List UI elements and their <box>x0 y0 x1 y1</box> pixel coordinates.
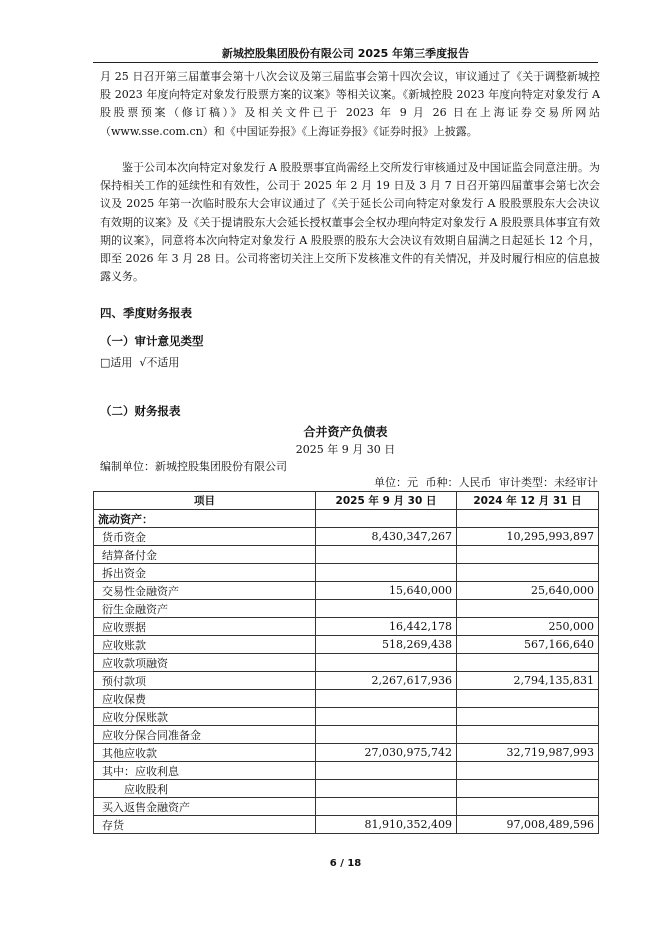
report-header: 新城控股集团股份有限公司 2025 年第三季度报告 <box>221 47 470 60</box>
value-current: 15,640,000 <box>316 582 457 600</box>
table-row <box>94 582 599 600</box>
header-divider <box>93 62 598 63</box>
value-current <box>316 510 457 528</box>
value-prior <box>457 726 599 744</box>
column-header-prior: 2024 年 12 月 31 日 <box>457 492 599 510</box>
value-current <box>316 762 457 780</box>
row-label: 其他应收款 <box>94 744 316 762</box>
value-current <box>316 780 457 798</box>
row-label: 应收股利 <box>94 780 316 798</box>
value-prior <box>457 510 599 528</box>
financial-statements-heading: （二）财务报表 <box>100 404 181 418</box>
unit-line <box>370 474 598 490</box>
value-current: 81,910,352,409 <box>316 816 457 834</box>
value-prior <box>457 546 599 564</box>
value-prior: 25,640,000 <box>457 582 599 600</box>
row-label: 预付款项 <box>94 672 316 690</box>
value-current <box>316 546 457 564</box>
audit-opinion-options <box>100 354 179 370</box>
value-current: 518,269,438 <box>316 636 457 654</box>
table-row <box>94 618 599 636</box>
value-current: 2,267,617,936 <box>316 672 457 690</box>
value-prior <box>457 798 599 816</box>
row-label: 交易性金融资产 <box>94 582 316 600</box>
value-current <box>316 654 457 672</box>
table-row <box>94 672 599 690</box>
row-label: 应收分保合同准备金 <box>94 726 316 744</box>
table-row <box>94 762 599 780</box>
value-prior <box>457 708 599 726</box>
audit-opinion-heading: （一）审计意见类型 <box>100 334 204 348</box>
table-row <box>94 798 599 816</box>
value-prior <box>457 564 599 582</box>
paragraph-2: 鉴于公司本次向特定对象发行 A 股股票事宜尚需经上交所发行审核通过及中国证监会同意注册。为保持相关工作的延续性和有效性，公司于 2025 年 2 月 19 日及 3 月 7 日召开第四届董事会第七次会议及 2025 年第一次临时股东大会审议通过了《关于延长公司向特定对象发行 A 股股票股东大会决议有效期的议案》及《关于提请股东大会延长授权董事会全权办理向特定对象发行 A 股股票具体事宜有效期的议案》，同意将本次向特定对象发行 A 股股票的股东大会决议有效期自届满之日起延长 12 个月，即至 2026 年 3 月 28 日。公司将密切关注上交所下发核准文件的有关情况，并及时履行相应的信息披露义务。 <box>100 161 600 284</box>
table-row <box>94 726 599 744</box>
balance-sheet-table <box>93 491 599 834</box>
table-row <box>94 600 599 618</box>
table-row <box>94 510 599 528</box>
option-applicable: □适用 <box>100 356 133 369</box>
value-prior: 2,794,135,831 <box>457 672 599 690</box>
balance-sheet-date: 2025 年 9 月 30 日 <box>295 443 396 456</box>
table-row <box>94 690 599 708</box>
table-row <box>94 564 599 582</box>
row-label: 其中：应收利息 <box>94 762 316 780</box>
value-current: 16,442,178 <box>316 618 457 636</box>
row-label: 买入返售金融资产 <box>94 798 316 816</box>
unit-label: 单位：元 <box>374 476 418 489</box>
value-prior <box>457 780 599 798</box>
value-current <box>316 690 457 708</box>
section-title-financial-statements: 四、季度财务报表 <box>100 306 192 320</box>
value-prior: 32,719,987,993 <box>457 744 599 762</box>
value-prior: 97,008,489,596 <box>457 816 599 834</box>
value-prior <box>457 762 599 780</box>
audit-type-label: 审计类型：未经审计 <box>499 476 598 489</box>
page-number: 6 / 18 <box>329 858 362 869</box>
table-row <box>94 708 599 726</box>
value-prior <box>457 654 599 672</box>
value-prior <box>457 690 599 708</box>
row-label: 流动资产： <box>94 510 316 528</box>
value-current <box>316 708 457 726</box>
balance-sheet-title: 合并资产负债表 <box>303 425 388 439</box>
row-label: 衍生金融资产 <box>94 600 316 618</box>
row-label: 应收款项融资 <box>94 654 316 672</box>
table-row <box>94 528 599 546</box>
value-current <box>316 600 457 618</box>
value-current: 27,030,975,742 <box>316 744 457 762</box>
value-current <box>316 564 457 582</box>
row-label: 应收账款 <box>94 636 316 654</box>
row-label: 应收票据 <box>94 618 316 636</box>
table-row <box>94 654 599 672</box>
table-row <box>94 636 599 654</box>
value-prior: 10,295,993,897 <box>457 528 599 546</box>
compiler-unit: 编制单位：新城控股集团股份有限公司 <box>100 460 287 473</box>
table-header-row <box>94 492 599 510</box>
option-not-applicable: √不适用 <box>139 356 180 369</box>
table-row <box>94 780 599 798</box>
row-label: 结算备付金 <box>94 546 316 564</box>
column-header-current: 2025 年 9 月 30 日 <box>316 492 457 510</box>
table-row <box>94 546 599 564</box>
table-row <box>94 744 599 762</box>
value-current <box>316 798 457 816</box>
column-header-item: 项目 <box>94 492 316 510</box>
row-label: 存货 <box>94 816 316 834</box>
value-current <box>316 726 457 744</box>
value-prior: 567,166,640 <box>457 636 599 654</box>
row-label: 拆出资金 <box>94 564 316 582</box>
row-label: 货币资金 <box>94 528 316 546</box>
row-label: 应收分保账款 <box>94 708 316 726</box>
currency-label: 币种：人民币 <box>425 476 492 489</box>
table-row <box>94 816 599 834</box>
value-prior: 250,000 <box>457 618 599 636</box>
value-prior <box>457 600 599 618</box>
value-current: 8,430,347,267 <box>316 528 457 546</box>
row-label: 应收保费 <box>94 690 316 708</box>
paragraph-1: 月 25 日召开第三届董事会第十八次会议及第三届监事会第十四次会议，审议通过了《关于调整新城控股 2023 年度向特定对象发行股票方案的议案》等相关议案。《新城控股 2023 年度向特定对象发行 A 股股票预案（修订稿）》及相关文件已于 2023 年 9 月 26 日在上海证券交易所网站（www.sse.com.cn）和《中国证券报》《上海证券报》《证券时报》上披露。 <box>100 70 600 138</box>
